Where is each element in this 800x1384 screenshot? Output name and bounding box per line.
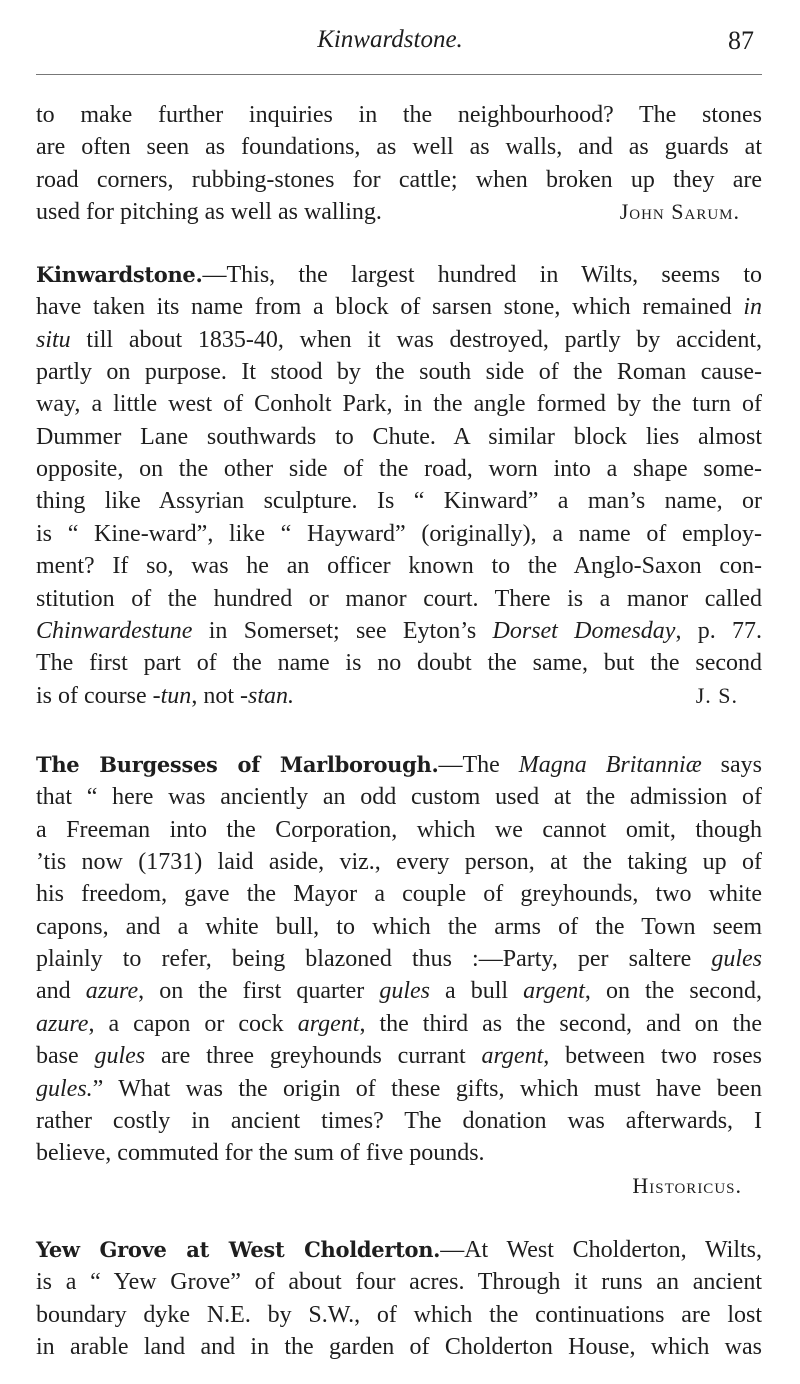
text-line	[36, 1008, 762, 1040]
text-run: says	[701, 752, 762, 778]
text-run: base	[36, 1043, 95, 1070]
text-line	[36, 943, 762, 975]
text-run: way, a little west of Conholt Park, in the angle formed by the turn of	[36, 391, 762, 418]
text-run: , not	[191, 682, 240, 709]
text-line	[36, 878, 762, 910]
text-line	[36, 814, 762, 846]
text-run: is “ Kine-ward”, like “ Hayward” (originally), a name of employ-	[36, 520, 762, 547]
text-run: , on the first quarter	[138, 978, 380, 1005]
text-run: is of course	[36, 682, 153, 709]
text-line	[36, 453, 762, 485]
text-line	[36, 1234, 762, 1266]
text-line	[36, 291, 762, 323]
text-line	[36, 518, 762, 550]
italic-text: situ	[36, 326, 71, 353]
text-line	[36, 1040, 762, 1072]
text-run: that “ here was anciently an odd custom used at the admission of	[36, 784, 762, 811]
text-line	[36, 615, 762, 647]
text-run: —The	[438, 752, 519, 778]
text-line	[36, 99, 762, 131]
italic-text: Dorset Domesday	[492, 617, 676, 644]
text-line	[36, 1073, 762, 1105]
section-heading: The Burgesses of Marlborough.	[36, 752, 439, 777]
text-run: a bull	[430, 978, 524, 1005]
text-run: in arable land and in the garden of Cholderton House, which was	[36, 1334, 762, 1361]
text-run: boundary dyke N.E. by S.W., of which the continuations are lost	[36, 1301, 762, 1328]
header-rule	[36, 74, 762, 75]
italic-text: gules.	[36, 1075, 93, 1102]
text-line	[36, 421, 762, 453]
text-run: capons, and a white bull, to which the arms of the Town seem	[36, 913, 762, 940]
text-run: ’tis now (1731) laid aside, viz., every person, at the taking up of	[36, 849, 762, 876]
text-run: have taken its name from a block of sarsen stone, which remained	[36, 294, 744, 321]
text-run: to make further inquiries in the neighbourhood? The stones	[36, 102, 762, 128]
text-run: , p. 77.	[675, 617, 763, 644]
text-line	[36, 485, 762, 517]
italic-text: argent	[481, 1043, 544, 1070]
text-line	[36, 1299, 762, 1331]
text-run: his freedom, gave the Mayor a couple of greyhounds, two white	[36, 881, 762, 908]
section-heading: Yew Grove at West Cholderton.	[36, 1237, 441, 1262]
text-line	[36, 846, 762, 878]
page-number: 87	[728, 26, 754, 55]
text-line	[36, 324, 762, 356]
text-run: stitution of the hundred or manor court. There is a manor called	[36, 585, 762, 612]
italic-text: in	[743, 294, 762, 321]
text-run: plainly to refer, being blazoned thus :—Party, per saltere	[36, 946, 712, 973]
text-run: is a “ Yew Grove” of about four acres. Through it runs an ancient	[36, 1269, 762, 1296]
text-line	[36, 749, 762, 781]
text-run: are three greyhounds currant	[145, 1043, 482, 1070]
text-line	[36, 131, 762, 163]
text-run: ” What was the origin of these gifts, which must have been	[92, 1075, 762, 1102]
text-run: opposite, on the other side of the road, worn into a shape some-	[36, 456, 762, 483]
signature: Historicus.	[632, 1172, 742, 1198]
text-run: —This, the largest hundred in Wilts, seems to	[202, 262, 762, 288]
text-run: The first part of the name is no doubt the same, but the second	[36, 650, 762, 677]
italic-text: azure	[85, 978, 139, 1005]
text-line	[36, 647, 762, 679]
section-heading: Kinwardstone.	[36, 262, 203, 287]
signature: John Sarum.	[619, 199, 740, 225]
text-run: , the third as the second, and on the	[359, 1010, 762, 1037]
italic-text: gules	[711, 946, 762, 973]
text-run: , between two roses	[543, 1043, 763, 1070]
text-run: used for pitching as well as walling.	[36, 199, 382, 226]
text-line	[36, 388, 762, 420]
signature: J. S.	[695, 682, 738, 708]
italic-text: Magna Britanniæ	[518, 752, 702, 778]
text-run: are often seen as foundations, as well as walls, and as guards at	[36, 134, 762, 161]
text-run: —At West Cholderton, Wilts,	[440, 1237, 763, 1263]
italic-text: azure	[36, 1010, 89, 1037]
text-line	[36, 975, 762, 1007]
italic-text: Chinwardestune	[36, 617, 193, 644]
text-run: ment? If so, was he an officer known to the Anglo-Saxon con-	[36, 553, 762, 580]
text-line	[36, 164, 762, 196]
text-run: partly on purpose. It stood by the south side of the Roman cause-	[36, 359, 762, 386]
italic-text: gules	[94, 1043, 146, 1070]
text-run: , a capon or cock	[88, 1010, 298, 1037]
text-line	[36, 911, 762, 943]
text-run: thing like Assyrian sculpture. Is “ Kinward” a man’s name, or	[36, 488, 762, 515]
italic-text: -stan.	[239, 682, 294, 709]
text-line	[36, 680, 762, 712]
text-run: believe, commuted for the sum of five pounds.	[36, 1140, 485, 1167]
text-run: road corners, rubbing-stones for cattle; when broken up they are	[36, 166, 762, 193]
text-line	[36, 583, 762, 615]
text-run: till about 1835-40, when it was destroyed, partly by accident,	[70, 326, 762, 353]
text-line	[36, 1137, 762, 1169]
italic-text: -tun	[152, 682, 192, 709]
text-run: rather costly in ancient times? The donation was afterwards, I	[36, 1107, 762, 1134]
text-line	[36, 1331, 762, 1363]
running-title: Kinwardstone.	[317, 26, 463, 53]
italic-text: gules	[379, 978, 430, 1005]
italic-text: argent	[297, 1010, 360, 1037]
text-run: Dummer Lane southwards to Chute. A similar block lies almost	[36, 423, 762, 450]
text-line	[36, 1105, 762, 1137]
text-run: and	[36, 978, 86, 1005]
italic-text: argent	[523, 978, 585, 1005]
text-line	[36, 1266, 762, 1298]
text-run: a Freeman into the Corporation, which we cannot omit, though	[36, 816, 762, 843]
text-line	[36, 550, 762, 582]
text-line	[36, 356, 762, 388]
text-line	[36, 259, 762, 291]
text-run: , on the second,	[584, 978, 763, 1005]
text-run: in Somerset; see Eyton’s	[192, 617, 493, 644]
text-line	[36, 781, 762, 813]
